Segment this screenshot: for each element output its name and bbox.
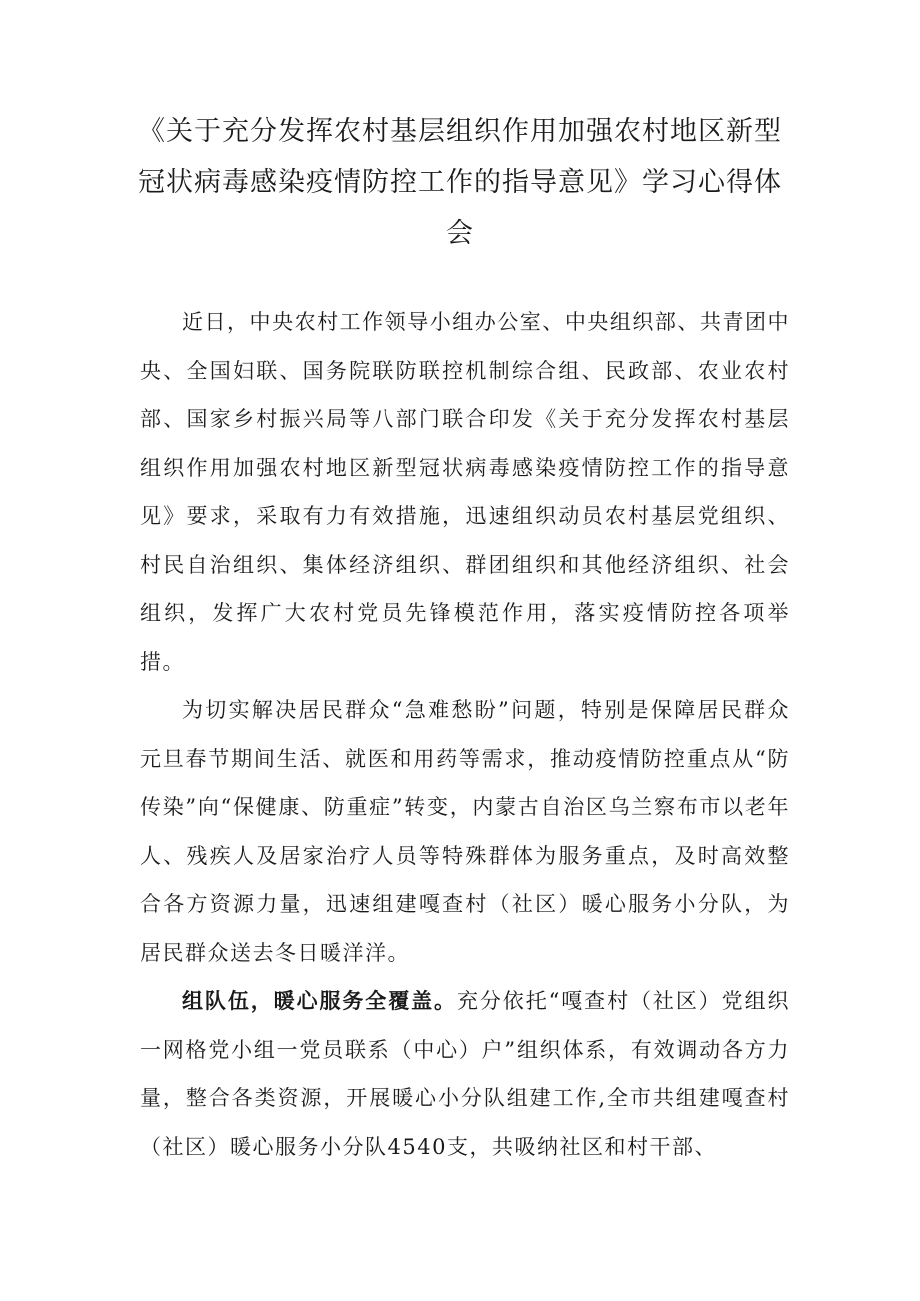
paragraph-text: 充分依托“嘎查村（社区）党组织一网格党小组一党员联系（中心）户”组织体系，有效调动各方力量，整合各类资源，开展暖心小分队组建工作,全市共组建嘎查村（社区）暖心服务小分队4540支，共吸纳社区和村干部、 bbox=[140, 989, 790, 1159]
paragraph-1 bbox=[140, 298, 790, 686]
paragraph-lead: 组队伍，暖心服务全覆盖。 bbox=[182, 988, 457, 1013]
paragraph-text: 近日，中央农村工作领导小组办公室、中央组织部、共青团中央、全国妇联、国务院联防联控机制综合组、民政部、农业农村部、国家乡村振兴局等八部门联合印发《关于充分发挥农村基层组织作用加强农村地区新型冠状病毒感染疫情防控工作的指导意见》要求，采取有力有效措施，迅速组织动员农村基层党组织、村民自治组织、集体经济组织、群团组织和其他经济组织、社会组织，发挥广大农村党员先锋模范作用，落实疫情防控各项举措。 bbox=[140, 310, 790, 674]
document-title: 《关于充分发挥农村基层组织作用加强农村地区新型冠状病毒感染疫情防控工作的指导意见》学习心得体会 bbox=[138, 116, 782, 249]
paragraph-text: 为切实解决居民群众“急难愁盼”问题，特别是保障居民群众元旦春节期间生活、就医和用药等需求，推动疫情防控重点从“防传染”向“保健康、防重症”转变，内蒙古自治区乌兰察布市以老年人、残疾人及居家治疗人员等特殊群体为服务重点，及时高效整合各方资源力量，迅速组建嘎查村（社区）暖心服务小分队，为居民群众送去冬日暖洋洋。 bbox=[140, 698, 790, 965]
paragraph-2 bbox=[140, 686, 790, 977]
paragraph-3 bbox=[140, 977, 790, 1171]
document-body bbox=[140, 298, 790, 1171]
